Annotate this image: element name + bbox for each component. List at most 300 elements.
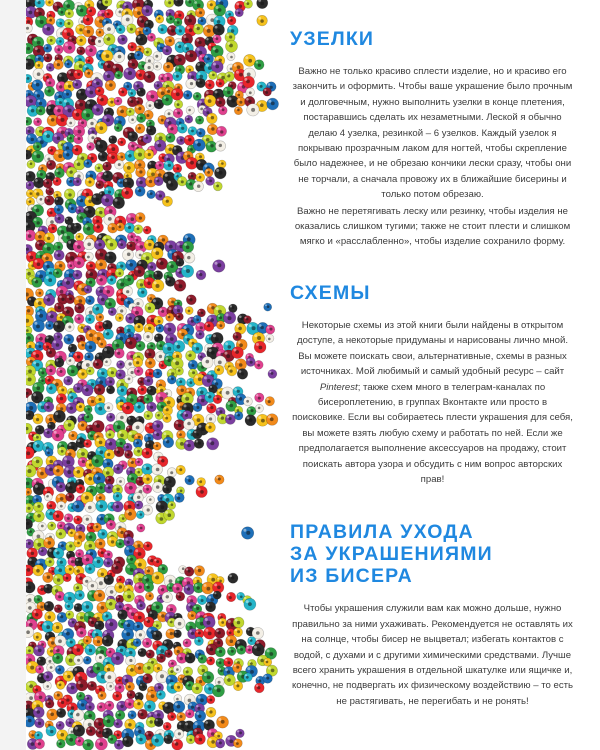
- bead: [95, 259, 106, 270]
- bead: [268, 369, 277, 378]
- bead: [196, 486, 207, 497]
- bead: [48, 522, 56, 530]
- bead: [74, 516, 83, 525]
- bead: [74, 539, 82, 547]
- bead: [116, 223, 125, 232]
- bead: [207, 695, 215, 703]
- bead: [114, 447, 124, 457]
- bead: [73, 240, 85, 252]
- bead: [206, 707, 216, 717]
- bead: [202, 671, 214, 683]
- bead: [64, 19, 73, 28]
- bead: [118, 610, 128, 620]
- bead: [134, 582, 145, 593]
- bead: [106, 239, 117, 250]
- bead: [142, 474, 152, 484]
- bead: [65, 565, 75, 575]
- bead: [185, 50, 197, 62]
- bead: [196, 78, 206, 88]
- bead: [236, 729, 245, 738]
- bead: [133, 439, 142, 448]
- bead: [215, 647, 225, 657]
- bead: [233, 739, 242, 748]
- bead: [45, 699, 54, 708]
- bead: [135, 186, 145, 196]
- bead: [33, 320, 45, 332]
- bead: [73, 270, 82, 279]
- bead: [174, 729, 184, 739]
- paragraph-text: Некоторые схемы из этой книги были найдены в открытом доступе, а некоторые придуманы и нарисованы лично мной. Вы можете поискать свои, альтернативные, схемы в разных источниках. Мой любимый и самый удобный ресурс – сайт: [296, 319, 569, 378]
- bead: [83, 26, 94, 37]
- bead: [181, 265, 193, 277]
- bead: [122, 402, 134, 414]
- paragraph: Чтобы украшения служили вам как можно дольше, нужно правильно за ними ухаживать. Рекомендуется не оставлять их на солнце, чтобы бисер не выцветал; избегать контактов с водой, с духами и с другими химическими средствами. Лучше всего хранить украшения в отдельной шкатулке или ящичке и, конечно, не подвергать их физическому воздействию – то есть не растягивать, не перегибать и не ронять!: [291, 603, 574, 707]
- bead: [32, 80, 43, 91]
- bead: [52, 622, 63, 633]
- bead: [145, 303, 155, 313]
- bead: [73, 467, 84, 478]
- bead: [213, 395, 222, 404]
- bead: [87, 143, 95, 151]
- bead: [56, 367, 65, 376]
- bead: [147, 402, 157, 412]
- bead: [113, 691, 122, 700]
- bead: [244, 673, 253, 682]
- bead: [65, 602, 74, 611]
- bead: [186, 735, 195, 744]
- bead: [122, 249, 133, 260]
- bead: [96, 181, 104, 189]
- bead: [237, 369, 248, 380]
- bead: [114, 123, 122, 131]
- bead: [144, 149, 154, 159]
- bead: [124, 375, 133, 384]
- bead: [207, 438, 219, 450]
- bead: [194, 734, 205, 745]
- bead: [225, 414, 235, 424]
- bead: [154, 177, 163, 186]
- bead: [106, 413, 115, 422]
- bead: [76, 679, 88, 691]
- bead: [166, 179, 178, 191]
- bead: [84, 439, 92, 447]
- bead: [196, 270, 206, 280]
- bead: [84, 413, 93, 422]
- bead: [165, 650, 173, 658]
- bead: [162, 592, 173, 603]
- bead: [44, 601, 54, 611]
- bead: [94, 239, 105, 250]
- bead: [216, 321, 225, 330]
- bead: [264, 303, 272, 311]
- bead: [76, 36, 86, 46]
- bead: [194, 566, 204, 576]
- bead: [85, 252, 94, 261]
- bead: [143, 134, 152, 143]
- beads-photo: [26, 0, 280, 750]
- bead: [193, 139, 205, 151]
- bead: [244, 0, 253, 8]
- bead: [194, 637, 203, 646]
- bead: [205, 168, 214, 177]
- bead: [175, 367, 183, 375]
- bead: [44, 86, 54, 96]
- bead: [164, 509, 175, 520]
- bead: [218, 618, 227, 627]
- bead: [135, 213, 145, 223]
- bead: [104, 671, 116, 683]
- bead: [64, 376, 73, 385]
- bead: [43, 671, 53, 681]
- bead: [215, 475, 224, 484]
- bead: [152, 464, 163, 475]
- bead: [152, 631, 162, 641]
- bead: [155, 411, 163, 419]
- bead: [233, 628, 242, 637]
- bead: [153, 369, 162, 378]
- bead: [137, 113, 146, 122]
- bead: [85, 502, 96, 513]
- bead: [165, 36, 175, 46]
- bead: [122, 736, 133, 747]
- bead: [164, 735, 173, 744]
- bead: [113, 464, 123, 474]
- bead: [147, 262, 156, 271]
- bead: [254, 341, 266, 353]
- bead: [121, 187, 133, 199]
- bead: [76, 403, 85, 412]
- bead: [215, 141, 225, 151]
- bead: [263, 88, 272, 97]
- bead: [183, 90, 192, 99]
- bead: [123, 162, 135, 174]
- bead: [139, 683, 147, 691]
- bead: [85, 314, 94, 323]
- bead: [47, 36, 56, 45]
- bead: [57, 739, 66, 748]
- bead: [213, 591, 221, 599]
- bead: [103, 320, 113, 330]
- bead: [43, 682, 51, 690]
- bead: [43, 44, 51, 52]
- bead: [63, 89, 72, 98]
- bead: [266, 325, 275, 334]
- bead: [118, 138, 126, 146]
- bead: [85, 644, 96, 655]
- bead: [112, 501, 123, 512]
- bead: [216, 126, 226, 136]
- bead: [153, 52, 162, 61]
- bead: [96, 275, 107, 286]
- bead: [167, 375, 176, 384]
- bead: [134, 225, 143, 234]
- bead: [85, 564, 95, 574]
- bead: [117, 386, 127, 396]
- bead: [162, 46, 172, 56]
- bead: [76, 627, 86, 637]
- bead: [209, 71, 217, 79]
- bead: [95, 164, 104, 173]
- bead: [184, 252, 195, 263]
- bead: [227, 16, 236, 25]
- section-schemes: [290, 282, 575, 487]
- bead: [146, 496, 154, 504]
- bead: [135, 501, 143, 509]
- bead: [226, 592, 235, 601]
- bead: [118, 35, 128, 45]
- bead: [53, 321, 65, 333]
- bead: [103, 329, 113, 339]
- bead: [204, 627, 216, 639]
- bead: [65, 9, 74, 18]
- bead: [66, 118, 75, 127]
- bead: [152, 280, 164, 292]
- bead: [243, 76, 255, 88]
- bead: [184, 584, 195, 595]
- bead: [26, 59, 34, 70]
- bead: [76, 5, 87, 16]
- bead: [155, 161, 164, 170]
- bead: [46, 365, 56, 375]
- bead: [66, 611, 74, 619]
- bead: [177, 123, 187, 133]
- bead: [66, 403, 77, 414]
- bead: [151, 247, 163, 259]
- bead: [135, 458, 143, 466]
- bead: [247, 104, 259, 116]
- bead: [55, 358, 64, 367]
- bead: [174, 618, 185, 629]
- bead: [116, 25, 125, 34]
- bead: [74, 655, 83, 664]
- bead: [255, 404, 263, 412]
- bead: [26, 24, 32, 33]
- bead: [217, 716, 229, 728]
- bead: [207, 113, 218, 124]
- bead: [63, 671, 74, 682]
- bead: [144, 701, 155, 712]
- bead: [163, 437, 174, 448]
- bead: [36, 106, 45, 115]
- bead: [106, 682, 114, 690]
- bead: [143, 662, 155, 674]
- bead: [226, 40, 238, 52]
- bead: [151, 734, 163, 746]
- bead: [84, 159, 93, 168]
- bead: [105, 80, 116, 91]
- bead: [167, 712, 176, 721]
- bead: [85, 702, 94, 711]
- bead: [34, 645, 45, 656]
- bead: [54, 250, 64, 260]
- bead: [128, 89, 136, 97]
- bead: [228, 573, 238, 583]
- bead: [145, 592, 153, 600]
- bead: [26, 539, 34, 548]
- bead: [106, 430, 115, 439]
- bead: [136, 167, 146, 177]
- bead: [157, 654, 166, 663]
- bead: [54, 605, 62, 613]
- bead: [118, 87, 127, 96]
- bead: [73, 710, 84, 721]
- bead: [182, 241, 193, 252]
- bead: [174, 100, 183, 109]
- bead: [205, 422, 215, 432]
- bead: [124, 509, 136, 521]
- bead: [206, 657, 214, 665]
- bead: [93, 222, 103, 232]
- bead: [152, 482, 163, 493]
- bead: [52, 429, 64, 441]
- bead: [243, 397, 252, 406]
- bead: [163, 62, 173, 72]
- bead: [104, 9, 113, 18]
- bead: [133, 699, 143, 709]
- bead: [84, 405, 92, 413]
- bead: [92, 104, 103, 115]
- bead: [158, 24, 168, 34]
- bead: [185, 307, 193, 315]
- bead: [47, 709, 58, 720]
- bead: [33, 142, 42, 151]
- bead: [73, 80, 82, 89]
- bead: [34, 118, 42, 126]
- bead: [64, 420, 75, 431]
- bead: [32, 150, 44, 162]
- bead: [185, 653, 195, 663]
- bead: [103, 358, 111, 366]
- bead: [175, 25, 185, 35]
- bead: [197, 595, 207, 605]
- bead: [108, 308, 116, 316]
- bead: [32, 609, 43, 620]
- bead: [144, 62, 154, 72]
- bead: [73, 177, 82, 186]
- bead: [267, 98, 279, 110]
- bead: [124, 536, 134, 546]
- bead: [85, 341, 96, 352]
- bead: [235, 8, 243, 16]
- bead: [234, 411, 243, 420]
- bead: [213, 35, 222, 44]
- bead: [142, 464, 153, 475]
- bead: [147, 190, 156, 199]
- bead: [138, 709, 148, 719]
- bead: [54, 168, 64, 178]
- bead: [127, 690, 135, 698]
- page-binding-edge: [0, 0, 27, 750]
- bead: [133, 612, 144, 623]
- bead: [143, 485, 152, 494]
- bead: [117, 240, 126, 249]
- bead: [43, 294, 54, 305]
- bead: [73, 257, 84, 268]
- bead: [205, 80, 214, 89]
- bead: [26, 716, 35, 728]
- bead: [85, 177, 95, 187]
- bead: [173, 108, 183, 118]
- bead: [144, 582, 154, 592]
- bead: [114, 348, 124, 358]
- section-title-line: ЗА УКРАШЕНИЯМИ: [290, 543, 493, 566]
- bead: [33, 565, 44, 576]
- bead: [177, 176, 187, 186]
- bead: [168, 501, 176, 509]
- section-title-line: СХЕМЫ: [290, 281, 371, 304]
- bead: [56, 721, 64, 729]
- bead: [125, 682, 134, 691]
- bead: [263, 674, 273, 684]
- bead: [106, 520, 116, 530]
- bead: [173, 71, 183, 81]
- bead: [101, 194, 113, 206]
- bead: [154, 718, 163, 727]
- bead: [186, 295, 196, 305]
- bead: [234, 107, 242, 115]
- bead: [198, 654, 207, 663]
- bead: [56, 19, 65, 28]
- bead: [237, 645, 246, 654]
- bead: [246, 88, 255, 97]
- bead: [257, 0, 268, 9]
- bead: [105, 298, 116, 309]
- bead: [214, 4, 226, 16]
- bead: [103, 23, 115, 35]
- bead: [127, 24, 137, 34]
- bead: [156, 15, 164, 23]
- bead: [26, 117, 32, 125]
- bead: [232, 347, 244, 359]
- bead: [156, 258, 168, 270]
- bead: [174, 630, 182, 638]
- bead: [73, 70, 83, 80]
- bead: [125, 719, 136, 730]
- bead: [98, 151, 108, 161]
- bead: [57, 501, 66, 510]
- bead: [116, 370, 126, 380]
- bead: [135, 124, 145, 134]
- bead: [173, 341, 185, 353]
- bead: [33, 511, 44, 522]
- bead: [104, 575, 114, 585]
- bead: [213, 260, 225, 272]
- bead: [86, 367, 94, 375]
- bead: [115, 268, 124, 277]
- bead: [144, 71, 156, 83]
- bead: [44, 537, 55, 548]
- bead: [63, 149, 73, 159]
- bead: [56, 681, 65, 690]
- bead: [176, 465, 185, 474]
- bead: [53, 548, 64, 559]
- bead: [193, 24, 203, 34]
- bead: [86, 296, 95, 305]
- bead: [166, 313, 174, 321]
- section-title-care-rules: [290, 521, 575, 587]
- bead: [206, 602, 216, 612]
- bead: [188, 360, 198, 370]
- bead: [128, 131, 138, 141]
- section-title-schemes: [290, 282, 575, 304]
- bead: [94, 621, 104, 631]
- bead: [164, 0, 174, 7]
- bead: [48, 224, 57, 233]
- bead: [174, 420, 185, 431]
- bead: [133, 639, 141, 647]
- bead: [266, 334, 274, 342]
- bead: [107, 275, 116, 284]
